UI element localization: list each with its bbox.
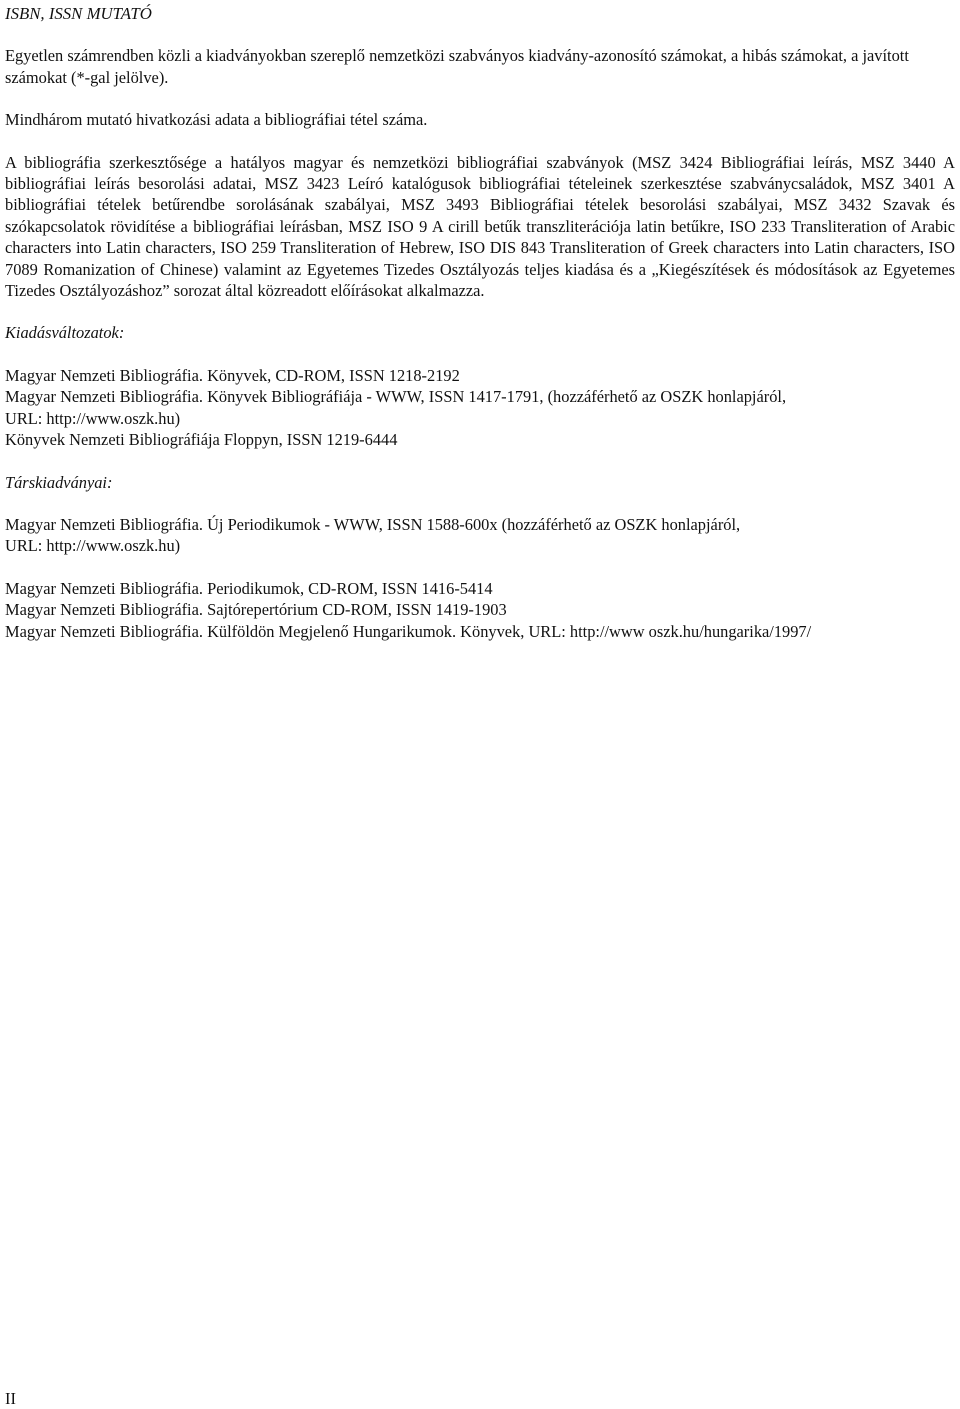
page-number: II — [5, 1389, 16, 1408]
page-title: ISBN, ISSN MUTATÓ — [5, 4, 152, 23]
intro-paragraph-1: Egyetlen számrendben közli a kiadványokban szereplő nemzetközi szabványos kiadvány-azonosító számokat, a hibás számokat, a javított számokat (*-gal jelölve). — [5, 46, 909, 87]
editions-list — [5, 365, 955, 451]
companion-item: Magyar Nemzeti Bibliográfia. Periodikumok, CD-ROM, ISSN 1416-5414 — [5, 578, 493, 598]
companion-item: Magyar Nemzeti Bibliográfia. Új Periodikumok - WWW, ISSN 1588-600x (hozzáférhető az OSZK honlapjáról, — [5, 514, 741, 534]
companion-item: Magyar Nemzeti Bibliográfia. Külföldön Megjelenő Hungarikumok. Könyvek, URL: http://www oszk.hu/hungarika/1997/ — [5, 621, 812, 641]
editions-label: Kiadásváltozatok: — [5, 323, 125, 343]
companions-group-2 — [5, 578, 955, 642]
companion-item: Magyar Nemzeti Bibliográfia. Sajtórepertórium CD-ROM, ISSN 1419-1903 — [5, 600, 507, 620]
companions-group-1 — [5, 514, 955, 557]
page-body — [5, 3, 955, 642]
companions-label: Társkiadványai: — [5, 472, 113, 492]
intro-paragraph-2: Mindhárom mutató hivatkozási adata a bibliográfiai tétel száma. — [5, 110, 428, 130]
companion-item: URL: http://www.oszk.hu) — [5, 536, 181, 556]
standards-paragraph: A bibliográfia szerkesztősége a hatályos magyar és nemzetközi bibliográfiai szabványok (MSZ 3424 Bibliográfiai leírás, MSZ 3440 A bibliográfiai leírás besorolási adatai, MSZ 3423 Leíró katalógusok bibliográfiai tételeinek szerkesztése szabványcsaládok, MSZ 3401 A bibliográfiai tételek betűrendbe sorolásának szabályai, MSZ 3493 Bibliográfiai tételek besorolási szabályai, MSZ 3432 Szavak és szókapcsolatok rövidítése a bibliográfiai leírásban, MSZ ISO 9 A cirill betűk transzliterációja latin betűkre, ISO 233 Transliteration of Arabic characters into Latin characters, ISO 259 Transliteration of Hebrew, ISO DIS 843 Transliteration of Greek characters into Latin characters, ISO 7089 Romanization of Chinese) valamint az Egyetemes Tizedes Osztályozás teljes kiadása és a „Kiegészítések és módosítások az Egyetemes Tizedes Osztályozáshoz” sorozat által közreadott előírásokat alkalmazza. — [5, 152, 955, 301]
edition-item: Magyar Nemzeti Bibliográfia. Könyvek Bibliográfiája - WWW, ISSN 1417-1791, (hozzáférhető az OSZK honlapjáról, — [5, 387, 787, 407]
edition-item: Magyar Nemzeti Bibliográfia. Könyvek, CD-ROM, ISSN 1218-2192 — [5, 365, 460, 385]
edition-item: URL: http://www.oszk.hu) — [5, 408, 181, 428]
edition-item: Könyvek Nemzeti Bibliográfiája Floppyn, ISSN 1219-6444 — [5, 430, 398, 450]
